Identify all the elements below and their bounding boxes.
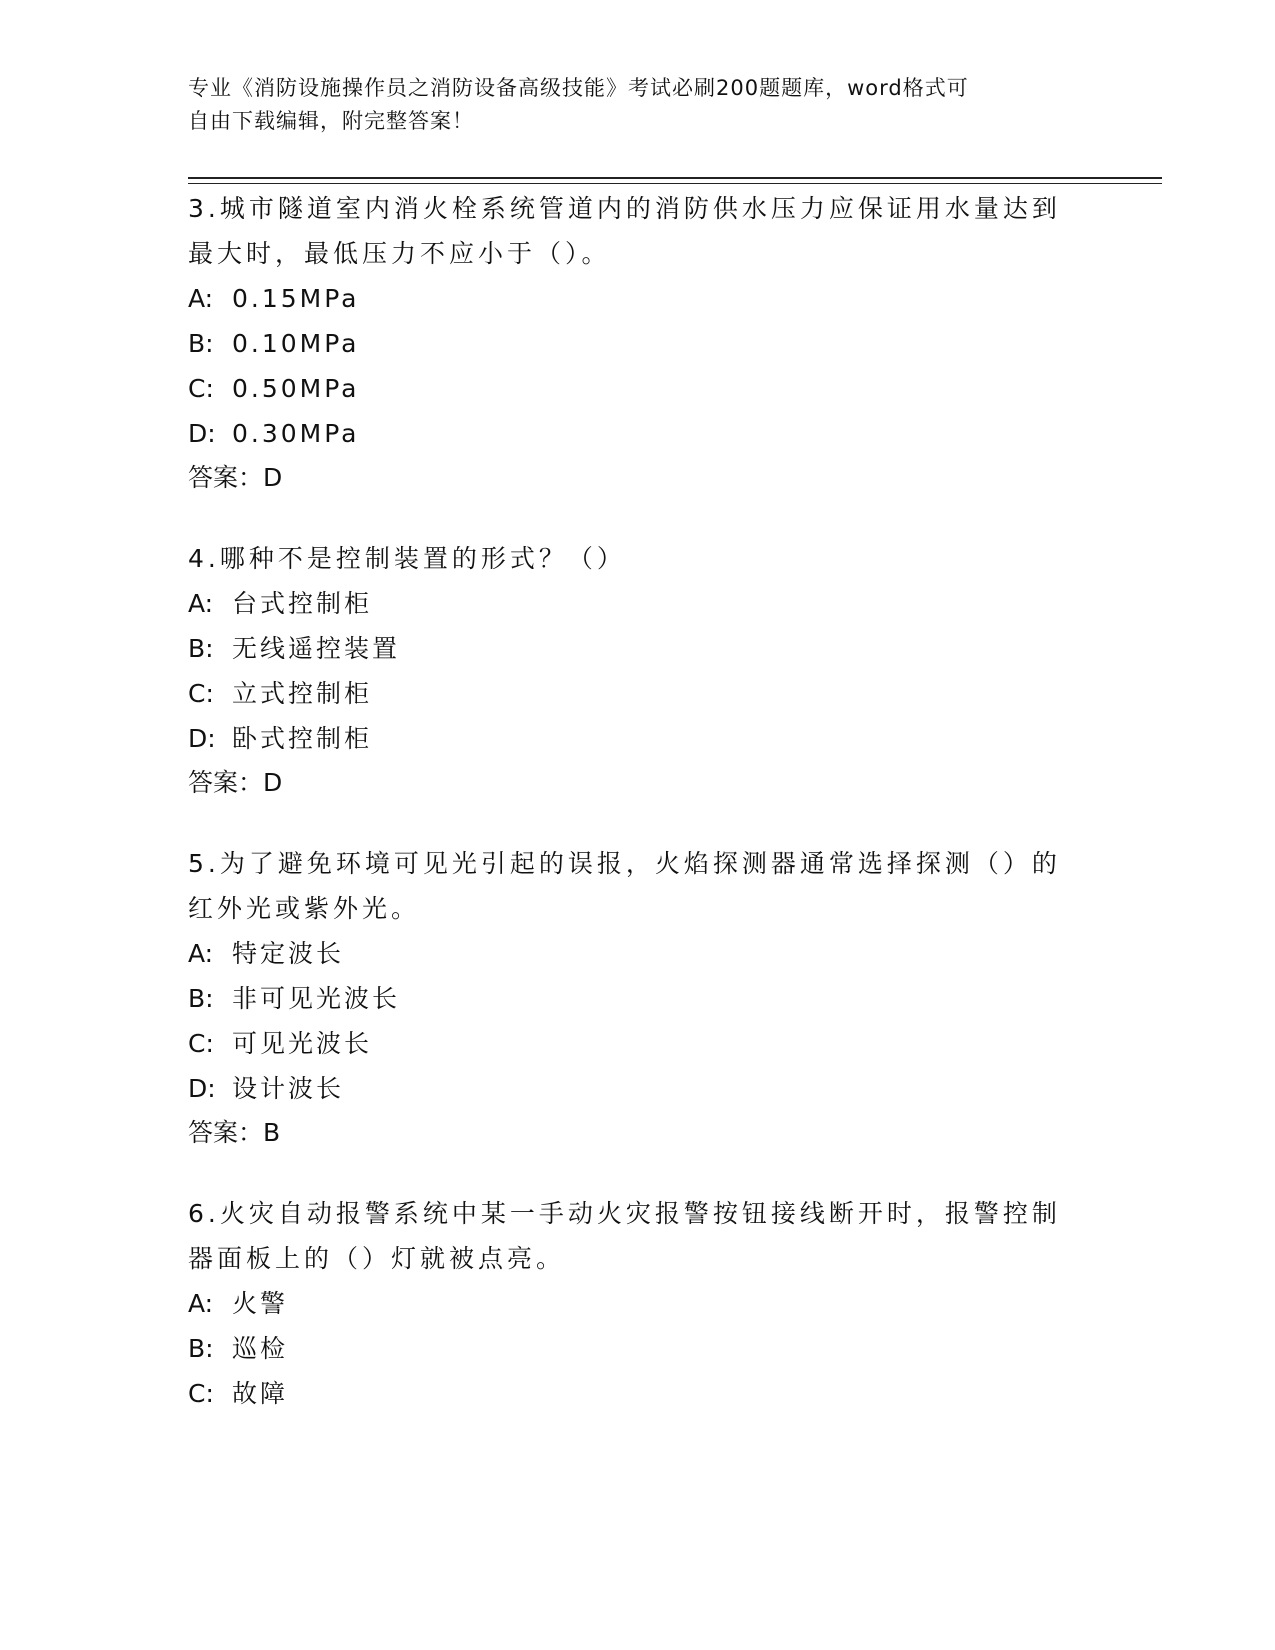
question-3: [188, 186, 1088, 500]
option-c: [188, 1021, 1088, 1066]
option-text: 巡检: [232, 1334, 289, 1363]
option-letter: B:: [188, 329, 214, 358]
option-letter: A:: [188, 284, 214, 313]
question-text: [188, 536, 1088, 581]
answer-line: 答案：B: [188, 1118, 281, 1147]
option-text: 0.30MPa: [232, 419, 360, 448]
header-divider-thick: [188, 177, 1162, 179]
header-line-2: 自由下载编辑，附完整答案！: [188, 109, 474, 133]
option-c: [188, 366, 1088, 411]
option-text: 0.15MPa: [232, 284, 360, 313]
option-b: [188, 1326, 1088, 1371]
question-text-line-2: 器面板上的（）灯就被点亮。: [188, 1244, 566, 1273]
option-text: 可见光波长: [232, 1029, 373, 1058]
option-letter: C:: [188, 1379, 214, 1408]
option-letter: A:: [188, 939, 214, 968]
option-text: 卧式控制柜: [232, 724, 373, 753]
document-header: [188, 72, 1068, 138]
option-letter: B:: [188, 984, 214, 1013]
option-b: [188, 321, 1088, 366]
option-text: 立式控制柜: [232, 679, 373, 708]
option-b: [188, 976, 1088, 1021]
question-text-line-1: 4.哪种不是控制装置的形式？（）: [188, 544, 626, 573]
question-5: [188, 841, 1088, 1155]
option-a: [188, 1281, 1088, 1326]
option-a: [188, 276, 1088, 321]
option-letter: C:: [188, 679, 214, 708]
option-text: 台式控制柜: [232, 589, 373, 618]
question-text-line-1: 5.为了避免环境可见光引起的误报，火焰探测器通常选择探测（）的: [188, 849, 1061, 878]
option-text: 0.10MPa: [232, 329, 360, 358]
question-text: [188, 1191, 1088, 1281]
question-text-line-2: 红外光或紫外光。: [188, 894, 421, 923]
option-letter: D:: [188, 1074, 216, 1103]
option-text: 特定波长: [232, 939, 345, 968]
option-letter: A:: [188, 589, 214, 618]
question-text: [188, 186, 1088, 276]
option-d: [188, 1066, 1088, 1111]
question-text-line-2: 最大时，最低压力不应小于（）。: [188, 239, 611, 268]
option-letter: C:: [188, 1029, 214, 1058]
option-text: 0.50MPa: [232, 374, 360, 403]
option-letter: C:: [188, 374, 214, 403]
header-divider-thin: [188, 183, 1162, 184]
option-c: [188, 671, 1088, 716]
option-letter: D:: [188, 724, 216, 753]
question-text: [188, 841, 1088, 931]
option-letter: D:: [188, 419, 216, 448]
question-4: [188, 536, 1088, 805]
option-d: [188, 716, 1088, 761]
option-a: [188, 931, 1088, 976]
answer-line: 答案：D: [188, 463, 283, 492]
question-text-line-1: 6.火灾自动报警系统中某一手动火灾报警按钮接线断开时，报警控制: [188, 1199, 1061, 1228]
option-letter: A:: [188, 1289, 214, 1318]
option-text: 设计波长: [232, 1074, 345, 1103]
question-6: [188, 1191, 1088, 1416]
option-letter: B:: [188, 634, 214, 663]
option-text: 故障: [232, 1379, 289, 1408]
option-text: 火警: [232, 1289, 289, 1318]
answer-line: 答案：D: [188, 768, 283, 797]
question-text-line-1: 3.城市隧道室内消火栓系统管道内的消防供水压力应保证用水量达到: [188, 194, 1061, 223]
option-letter: B:: [188, 1334, 214, 1363]
question-list: [188, 188, 1088, 1452]
option-text: 无线遥控装置: [232, 634, 401, 663]
option-d: [188, 411, 1088, 456]
option-c: [188, 1371, 1088, 1416]
option-a: [188, 581, 1088, 626]
option-b: [188, 626, 1088, 671]
header-line-1: 专业《消防设施操作员之消防设备高级技能》考试必刷200题题库，word格式可: [188, 76, 969, 100]
option-text: 非可见光波长: [232, 984, 401, 1013]
